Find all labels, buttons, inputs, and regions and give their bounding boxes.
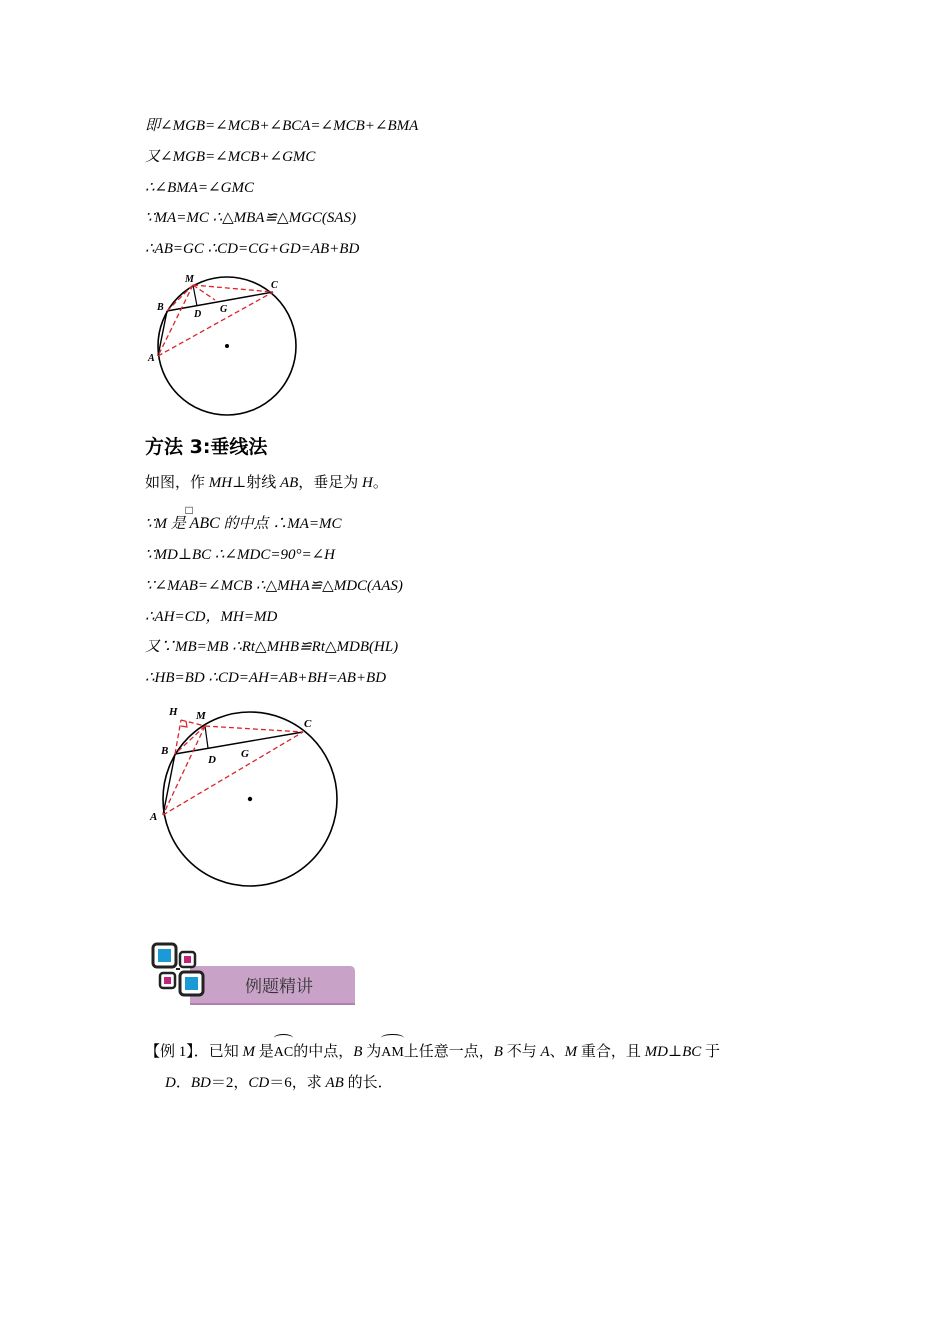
fig2-label-a: A <box>150 811 158 823</box>
fig1-label-m: M <box>185 274 194 285</box>
proof-line-2: 又∠MGB=∠MCB+∠GMC <box>145 149 316 165</box>
fig1-label-b: B <box>157 302 164 313</box>
dashed-lines <box>163 720 303 815</box>
proof-line-4: ∵MA=MC ∴△MBA≌△MGC(SAS) <box>145 210 357 226</box>
example-1-line-1: 【例 1】．已知 M 是AC的中点，B 为AM上任意一点，B 不与 A、M 重合，且 MD⊥BC 于 <box>145 1037 825 1068</box>
fig2-label-m: M <box>196 710 206 722</box>
method-3-line-2: ∵MD⊥BC ∴∠MDC=90°=∠H <box>145 547 335 563</box>
method-3-line-6: ∴HB=BD ∴CD=AH=AB+BH=AB+BD <box>145 670 387 686</box>
proof-line-3: ∴∠BMA=∠GMC <box>145 180 254 196</box>
segment-md <box>205 726 208 748</box>
figure-2-circle-diagram <box>145 702 345 892</box>
figure-1-circle-diagram <box>145 268 305 420</box>
circle-center-dot <box>225 344 229 348</box>
method-3-line-3: ∵∠MAB=∠MCB ∴△MHA≌△MDC(AAS) <box>145 578 403 594</box>
right-angle-mark <box>181 721 187 727</box>
banner-title: 例题精讲 <box>245 977 313 997</box>
example-banner <box>150 940 360 1010</box>
example-1 <box>145 1037 825 1098</box>
fig1-label-c: C <box>271 280 278 291</box>
fig2-label-g: G <box>241 748 249 760</box>
method-3-line-1: ∵M 是 □ ABC 的中点 ∴MA=MC <box>145 503 342 532</box>
fig1-label-d: D <box>194 309 202 320</box>
fig1-label-a: A <box>148 353 155 364</box>
method-3-intro: 如图，作 MH⊥射线 AB，垂足为 H。 <box>145 475 388 491</box>
arc-am: AM <box>381 1038 404 1068</box>
fig2-label-d: D <box>208 754 216 766</box>
fig2-label-h: H <box>169 706 178 718</box>
arc-abc: □ ABC <box>185 503 220 532</box>
example-1-line-2: D．BD＝2，CD＝6，求 AB 的长． <box>165 1075 393 1091</box>
proof-line-5: ∴AB=GC ∴CD=CG+GD=AB+BD <box>145 241 360 257</box>
method-3-line-4: ∴AH=CD，MH=MD <box>145 609 278 625</box>
arc-ac: AC <box>274 1038 293 1068</box>
segment-md <box>193 285 197 306</box>
example-tag: 【例 1】 <box>145 1044 194 1060</box>
method-3-line-5: 又∵MB=MB ∴Rt△MHB≌Rt△MDB(HL) <box>145 639 399 655</box>
proof-line-1: 即∠MGB=∠MCB+∠BCA=∠MCB+∠BMA <box>145 118 419 134</box>
method-3-heading: 方法 3:垂线法 <box>145 436 268 458</box>
fig1-label-g: G <box>220 304 228 315</box>
fig2-label-b: B <box>161 745 169 757</box>
fig2-label-c: C <box>304 718 312 730</box>
circle-center-dot <box>248 797 252 801</box>
